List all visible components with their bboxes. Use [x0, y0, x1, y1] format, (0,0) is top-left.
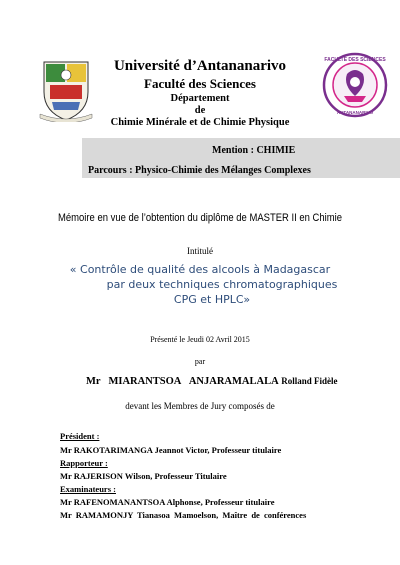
department-de: de — [194, 105, 206, 116]
author-prefix: Mr — [86, 376, 101, 387]
author-firstnames: Rolland Fidèle — [281, 376, 338, 386]
thesis-title-line-1: « Contrôle de qualité des alcools à Madagascar — [69, 263, 331, 276]
memoire-line: Mémoire en vue de l’obtention du diplôme de MASTER II en Chimie — [58, 212, 342, 224]
author-line — [86, 376, 338, 387]
jury-intro: devant les Membres de Jury composés de — [125, 401, 275, 411]
svg-text:ANTANANARIVO: ANTANANARIVO — [336, 110, 374, 115]
department-name: Chimie Minérale et de Chimie Physique — [110, 117, 290, 128]
author-name: MIARANTSOA ANJARAMALALA — [108, 376, 279, 387]
rapporteur-name: Mr RAJERISON Wilson, Professeur Titulaire — [60, 471, 227, 481]
parcours: Parcours : Physico-Chimie des Mélanges Complexes — [88, 165, 311, 176]
presentation-date: Présenté le Jeudi 02 Avril 2015 — [150, 335, 250, 344]
thesis-title-line-3: CPG et HPLC» — [173, 293, 251, 306]
department-label: Département — [170, 93, 230, 104]
rapporteur-label: Rapporteur : — [60, 458, 108, 468]
intitule-label: Intitulé — [187, 246, 213, 256]
mention: Mention : CHIMIE — [212, 145, 296, 156]
examinateur-2: Mr RAMAMONJY Tianasoa Mamoelson, Maître de conférences — [60, 510, 307, 520]
thesis-title-line-2: par deux techniques chromatographiques — [106, 278, 338, 291]
par-label: par — [194, 357, 206, 366]
president-name: Mr RAKOTARIMANGA Jeannot Victor, Professeur titulaire — [60, 445, 282, 455]
faculty-name: Faculté des Sciences — [144, 76, 256, 91]
examinateur-1: Mr RAFENOMANANTSOA Alphonse, Professeur titulaire — [60, 497, 275, 507]
examinateurs-label: Examinateurs : — [60, 484, 116, 494]
president-label: Président : — [60, 431, 100, 441]
university-name: Université d’Antananarivo — [113, 58, 287, 74]
svg-text:FACULTÉ DES SCIENCES: FACULTÉ DES SCIENCES — [324, 57, 386, 63]
